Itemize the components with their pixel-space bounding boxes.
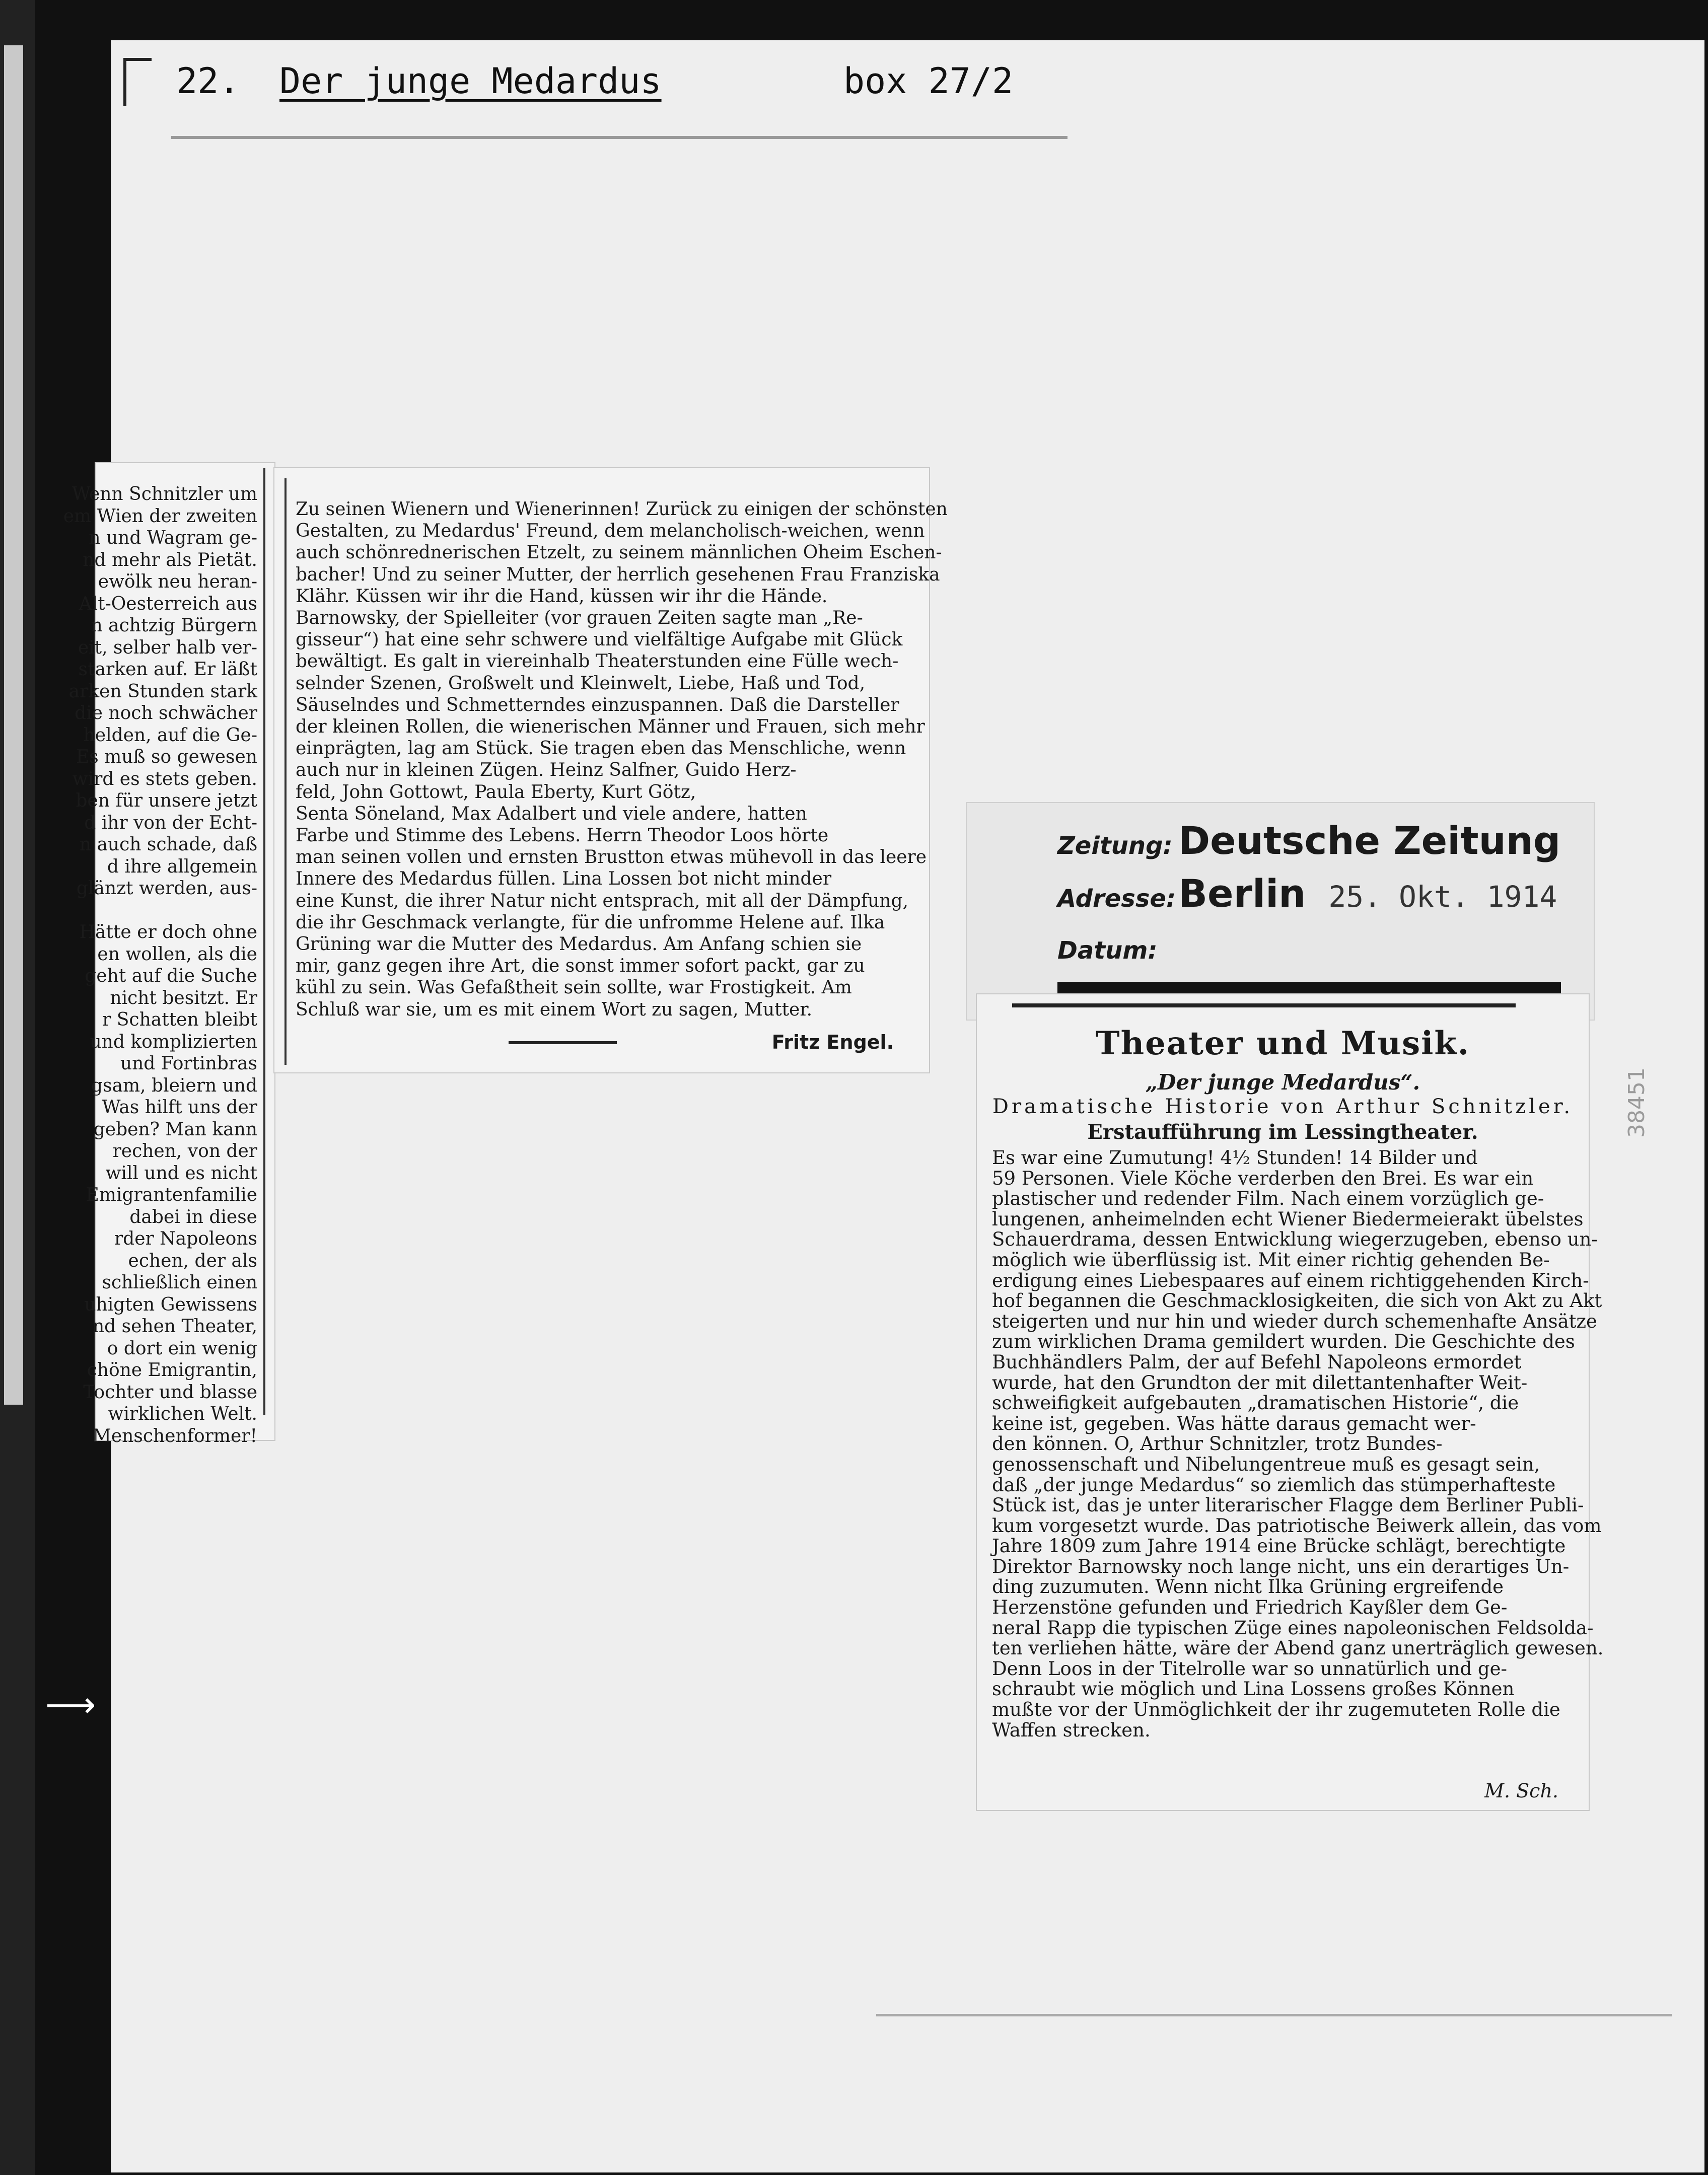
text-line: Grüning war die Mutter des Medardus. Am Anfang schien sie [296,934,862,955]
text-line: genossenschaft und Nibelungentreue muß es gesagt sein, [992,1453,1540,1475]
text-line: en wollen, als die [97,944,257,965]
bottom-rule [876,2014,1672,2016]
text-line: ding zuzumuten. Wenn nicht Ilka Grüning ergreifende [992,1576,1504,1598]
text-line: schließlich einen [102,1272,257,1293]
text-line: gsam, bleiern und [91,1075,257,1096]
text-line: glänzt werden, aus- [76,878,257,899]
text-line: Es muß so gewesen [76,747,257,767]
text-line: o dort ein wenig [107,1338,257,1359]
text-line: den können. O, Arthur Schnitzler, trotz Bundes- [992,1433,1443,1455]
review-play-title: „Der junge Medardus“. [1145,1070,1420,1095]
text-line: Tochter und blasse [83,1382,257,1403]
text-line: schraubt wie möglich und Lina Lossens großes Können [992,1678,1515,1700]
adresse-value: Berlin [1178,871,1306,916]
text-line: ewölk neu heran- [98,571,257,592]
text-line: Wenn Schnitzler um [72,484,257,504]
text-line: n achtzig Bürgern [91,615,257,636]
review-section-heading: Theater und Musik. [1095,1025,1470,1062]
text-line: feld, John Gottowt, Paula Eberty, Kurt Götz, [296,781,696,803]
text-line: Barnowsky, der Spielleiter (vor grauen Zeiten sagte man „Re- [296,608,863,629]
zeitung-row [1057,818,1560,863]
text-line: nd mehr als Pietät. [83,549,257,570]
text-line: wurde, hat den Grundton der mit dilettantenhafter Weit- [992,1371,1528,1394]
text-line: kum vorgesetzt wurde. Das patriotische Beiwerk allein, das vom [992,1514,1602,1537]
left-clipping-text [63,483,257,1447]
text-line: möglich wie überflüssig ist. Mit einer richtig gehenden Be- [992,1249,1550,1271]
adjacent-page-sliver [4,45,23,1405]
middle-clipping-text [296,498,948,1021]
review-clipping [977,994,1604,1810]
text-line: Menschenformer! [93,1425,257,1446]
date-stamp: 25. Okt. 1914 [1328,880,1557,914]
column-rule [263,468,265,1415]
box-label: box 27/2 [843,60,1014,102]
text-line: lungenen, anheimelnden echt Wiener Biedermeierakt übelstes [992,1208,1584,1230]
text-line: gisseur“) hat eine sehr schwere und vielfältige Aufgabe mit Glück [296,629,903,650]
text-line: ben für unsere jetzt [76,790,257,811]
left-clipping-fragment [63,463,274,1446]
text-line: Jahre 1809 zum Jahre 1914 eine Brücke schlägt, berechtigte [992,1535,1566,1557]
text-line: plastischer und redender Film. Nach einem vorzüglich ge- [992,1188,1544,1210]
text-line: Denn Loos in der Titelrolle war so unnatürlich und ge- [992,1657,1508,1680]
adresse-label: Adresse: [1057,885,1176,913]
middle-signature: Fritz Engel. [771,1031,894,1053]
text-line: 59 Personen. Viele Köche verderben den Brei. Es war ein [992,1167,1534,1189]
adresse-row [1057,871,1557,916]
text-line: Herzenstöne gefunden und Friedrich Kayßler dem Ge- [992,1597,1508,1619]
text-line [63,900,257,922]
text-line: Es war eine Zumutung! 4½ Stunden! 14 Bilder und [992,1147,1478,1169]
folder-title: Der junge Medardus [279,60,662,102]
text-line: uhigten Gewissens [84,1294,257,1315]
text-line: wird es stets geben. [72,768,257,789]
text-line: die ihr Geschmack verlangte, für die unfromme Helene auf. Ilka [296,912,885,933]
header-rule [171,136,1068,139]
text-line: daß „der junge Medardus“ so ziemlich das stümperhafteste [992,1474,1556,1496]
datum-label: Datum: [1057,936,1158,965]
text-line: rechen, von der [112,1141,257,1162]
text-line: dabei in diese [129,1206,257,1227]
text-line: selnder Szenen, Großwelt und Kleinwelt, Liebe, Haß und Tod, [296,673,866,694]
text-line: helden, auf die Ge- [83,724,257,746]
text-line: schweifigkeit aufgebauten „dramatischen Historie“, die [992,1392,1519,1414]
review-subtitle: Dramatische Historie von Arthur Schnitzler. [992,1095,1574,1118]
text-line: Schluß war sie, um es mit einem Wort zu sagen, Mutter. [296,999,813,1020]
text-line: em Wien der zweiten [63,505,257,527]
review-signature: M. Sch. [1484,1780,1558,1802]
zeitung-label: Zeitung: [1057,832,1173,860]
text-line: mußte vor der Unmöglichkeit der ihr zugemuteten Rolle die [992,1699,1560,1721]
middle-clipping [274,468,948,1072]
text-line: Klähr. Küssen wir ihr die Hand, küssen wir ihr die Hände. [296,586,828,607]
text-line: Alt-Oesterreich aus [79,593,257,614]
text-line: auch nur in kleinen Zügen. Heinz Salfner, Guido Herz- [296,760,797,781]
text-line: n und Wagram ge- [89,528,257,548]
margin-stamp: 38451 [1624,1067,1650,1138]
text-line: Senta Söneland, Max Adalbert und viele andere, hatten [296,803,807,824]
text-line: auch schönrednerischen Etzelt, zu seinem männlichen Oheim Eschen- [296,542,942,563]
text-line: hof begannen die Geschmacklosigkeiten, die sich von Akt zu Akt [992,1290,1602,1312]
text-line: Was hilft uns der [102,1097,257,1118]
text-line: ten verliehen hätte, wäre der Abend ganz unerträglich gewesen. [992,1637,1604,1659]
text-line: will und es nicht [105,1163,257,1184]
text-line: rder Napoleons [114,1228,257,1249]
review-top-rule [1012,1003,1516,1007]
text-line: neral Rapp die typischen Züge eines napoleonischen Feldsolda- [992,1617,1594,1639]
text-line: Stück ist, das je unter literarischer Flagge dem Berliner Publi- [992,1494,1584,1516]
text-line: bewältigt. Es galt in viereinhalb Theaterstunden eine Fülle wech- [296,651,899,672]
text-line: r Schatten bleibt [102,1009,257,1030]
text-line: d ihre allgemein [107,856,257,877]
column-rule [284,478,287,1065]
text-line: geben? Man kann [93,1119,257,1140]
text-line: Hätte er doch ohne [79,922,257,942]
text-line: Zu seinen Wienern und Wienerinnen! Zurück zu einigen der schönsten [296,499,948,520]
text-line: echen, der als [128,1250,257,1271]
text-line: der kleinen Rollen, die wienerischen Männer und Frauen, sich mehr [296,716,925,738]
text-line: d ihr von der Echt- [84,812,257,833]
text-line: man seinen vollen und ernsten Brustton etwas mühevoll in das leere [296,847,927,868]
text-line: nd sehen Theater, [92,1316,257,1337]
scan-edge-strip [0,0,35,2175]
text-line: keine ist, gegeben. Was hätte daraus gemacht wer- [992,1412,1476,1434]
arrow-mark-icon: ⟶ [45,1684,96,1725]
text-line: eit, selber halb ver- [78,637,257,658]
text-line: geht auf die Suche [85,966,257,986]
text-line: starken auf. Er läßt [78,659,257,680]
text-line: zum wirklichen Drama gemildert wurden. Die Geschichte des [992,1331,1575,1353]
text-line: Gestalten, zu Medardus' Freund, dem melancholisch-weichen, wenn [296,521,925,542]
text-line: Direktor Barnowsky noch lange nicht, uns ein derartiges Un- [992,1555,1570,1577]
text-line: Waffen strecken. [992,1719,1151,1741]
text-line: und Fortinbras [120,1053,257,1074]
text-line: arken Stunden stark [68,681,257,702]
text-line: nicht besitzt. Er [110,987,257,1008]
text-line: chöne Emigrantin, [87,1360,257,1381]
folder-number: 22. [176,60,240,102]
source-label [967,803,1594,1020]
text-line: Buchhändlers Palm, der auf Befehl Napoleons ermordet [992,1351,1522,1373]
text-line: Innere des Medardus füllen. Lina Lossen bot nicht minder [296,868,832,890]
corner-crop-mark [123,58,152,106]
text-line: bacher! Und zu seiner Mutter, der herrlich gesehenen Frau Franziska [296,564,940,585]
text-line: und komplizierten [90,1031,257,1052]
text-line: Schauerdrama, dessen Entwicklung wiegerzugeben, ebenso un- [992,1228,1598,1251]
zeitung-value: Deutsche Zeitung [1178,818,1561,863]
text-line: eine Kunst, die ihrer Natur nicht entsprach, mit all der Dämpfung, [296,890,909,911]
text-line: Emigrantenfamilie [86,1185,257,1205]
text-line: erdigung eines Liebespaares auf einem richtiggehenden Kirch- [992,1269,1589,1291]
text-line: einprägten, lag am Stück. Sie tragen eben das Menschliche, wenn [296,738,906,759]
signature-rule [509,1041,617,1044]
text-line: kühl zu sein. Was Gefaßtheit sein sollte, war Frostigkeit. Am [296,977,852,998]
text-line: Säuselndes und Schmetterndes einzuspannen. Daß die Darsteller [296,694,899,715]
text-line: Farbe und Stimme des Lebens. Herrn Theodor Loos hörte [296,825,829,846]
datum-row [1057,936,1176,965]
review-text [992,1147,1604,1741]
text-line: n auch schade, daß [79,834,257,855]
text-line: die noch schwächer [75,703,257,723]
text-line: mir, ganz gegen ihre Art, die sonst immer sofort packt, gar zu [296,956,865,977]
text-line: wirklichen Welt. [108,1404,257,1424]
text-line: steigerten und nur hin und wieder durch schemenhafte Ansätze [992,1310,1597,1332]
review-premiere: Erstaufführung im Lessingtheater. [1087,1120,1478,1144]
